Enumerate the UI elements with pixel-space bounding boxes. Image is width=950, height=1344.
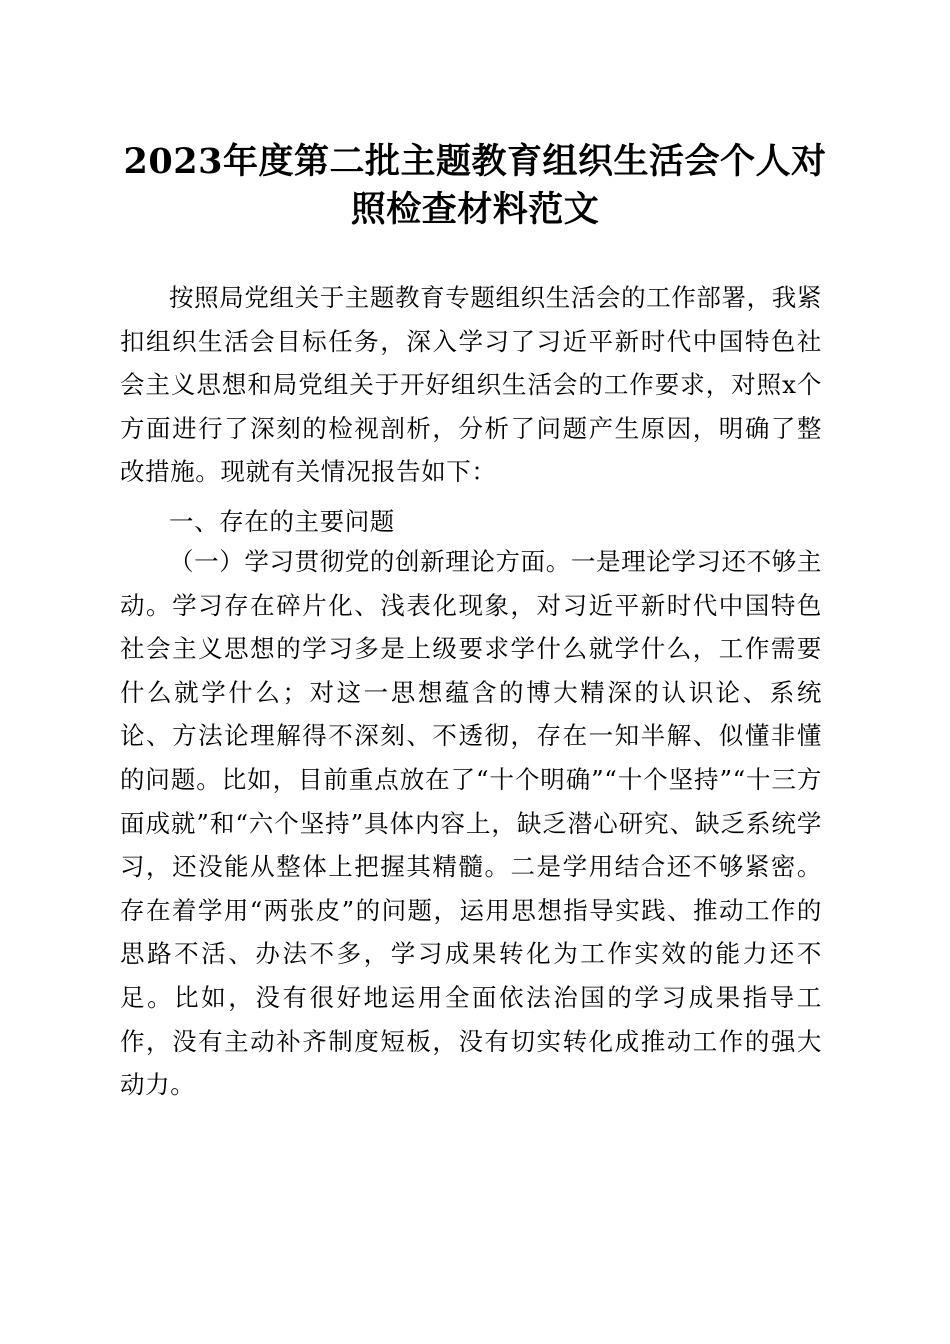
title-line-2: 照检查材料范文 bbox=[350, 189, 600, 230]
subsection-paragraph bbox=[120, 540, 822, 1107]
title-line-1: 2023年度第二批主题教育组织生活会个人对 bbox=[123, 141, 827, 182]
subsection-label: （一）学习贯彻党的创新理论方面。 bbox=[169, 547, 571, 576]
subsection-body: 一是理论学习还不够主动。学习存在碎片化、浅表化现象，对习近平新时代中国特色社会主义思想的学习多是上级要求学什么就学什么，工作需要什么就学什么；对这一思想蕴含的博大精深的认识论、系统论、方法论理解得不深刻、不透彻，存在一知半解、似懂非懂的问题。比如，目前重点放在了“十个明确”“十个坚持”“十三方面成就”和“六个坚持”具体内容上，缺乏潜心研究、缺乏系统学习，还没能从整体上把握其精髓。二是学用结合还不够紧密。存在着学用“两张皮”的问题，运用思想指导实践、推动工作的思路不活、办法不多，学习成果转化为工作实效的能力还不足。比如，没有很好地运用全面依法治国的学习成果指导工作，没有主动补齐制度短板，没有切实转化成推动工作的强大动力。 bbox=[120, 547, 822, 1100]
section-heading: 一、存在的主要问题 bbox=[169, 507, 395, 536]
intro-paragraph: 按照局党组关于主题教育专题组织生活会的工作部署，我紧扣组织生活会目标任务，深入学习了习近平新时代中国特色社会主义思想和局党组关于开好组织生活会的工作要求，对照x个方面进行了深刻的检视剖析，分析了问题产生原因，明确了整改措施。现就有关情况报告如下： bbox=[120, 283, 822, 487]
document-title bbox=[120, 138, 830, 234]
